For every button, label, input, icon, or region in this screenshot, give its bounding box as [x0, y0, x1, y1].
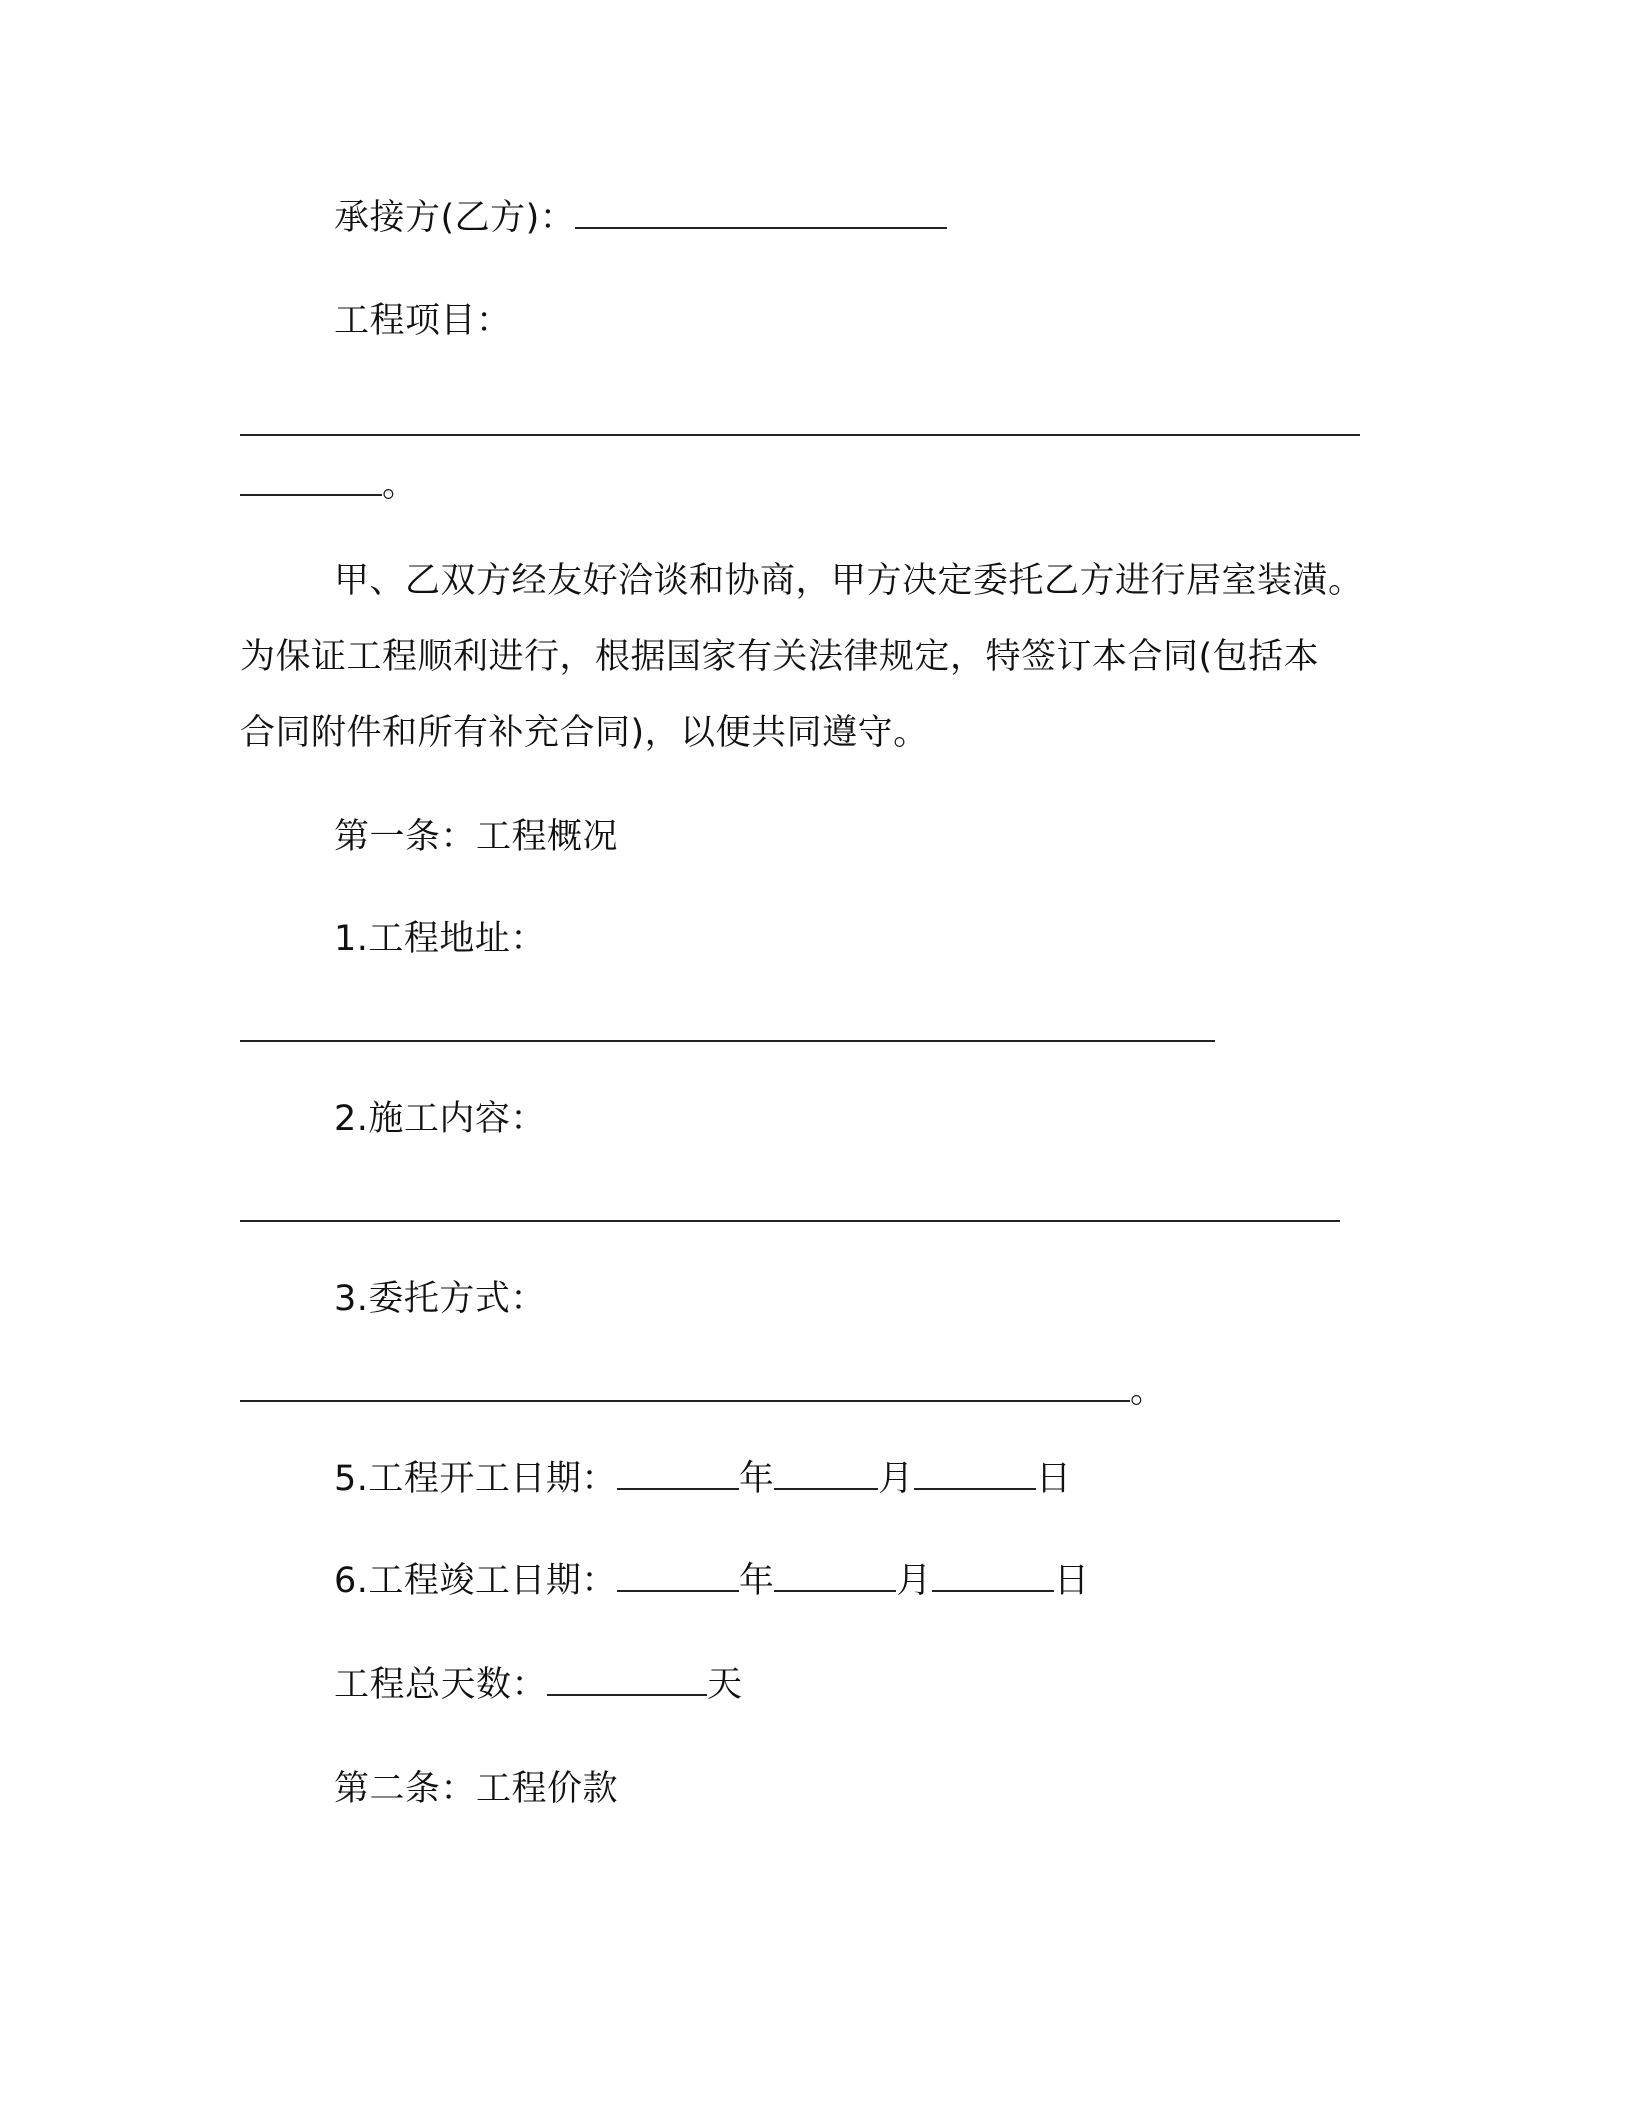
- address-blank: [240, 1010, 1215, 1042]
- project-label: 工程项目：: [334, 301, 512, 341]
- project-label-line: [334, 300, 512, 342]
- start-year-blank: [617, 1458, 739, 1490]
- project-blank-2: [240, 464, 382, 496]
- completion-date-label: 6.工程竣工日期：: [334, 1561, 617, 1601]
- completion-day-unit: 日: [1053, 1561, 1090, 1601]
- article1-heading: 第一条：工程概况: [334, 817, 619, 857]
- address-label-line: [334, 918, 546, 960]
- start-year-unit: 年: [738, 1459, 775, 1499]
- completion-month-unit: 月: [896, 1561, 932, 1601]
- project-end-mark: 。: [382, 465, 418, 505]
- start-day-unit: 日: [1035, 1459, 1072, 1499]
- content-label: 2.施工内容：: [334, 1099, 546, 1139]
- total-days-line: [334, 1664, 743, 1706]
- total-days-label: 工程总天数：: [334, 1665, 548, 1705]
- project-blank-line-1: [240, 404, 1360, 446]
- completion-month-blank: [774, 1560, 896, 1592]
- project-blank-line-2: [240, 464, 418, 506]
- mode-blank: [240, 1370, 1130, 1402]
- mode-label: 3.委托方式：: [334, 1279, 546, 1319]
- total-days-blank: [547, 1664, 707, 1696]
- mode-blank-line: [240, 1370, 1166, 1412]
- start-day-blank: [914, 1458, 1036, 1490]
- address-label: 1.工程地址：: [334, 919, 546, 959]
- contractor-blank: [575, 197, 947, 229]
- article2-heading: 第二条：工程价款: [334, 1769, 619, 1809]
- total-days-unit: 天: [707, 1665, 743, 1705]
- completion-date-line: [334, 1560, 1089, 1602]
- content-label-line: [334, 1098, 546, 1140]
- preamble-line-2: 为保证工程顺利进行，根据国家有关法律规定，特签订本合同(包括本: [240, 637, 1320, 677]
- mode-label-line: [334, 1278, 546, 1320]
- start-date-line: [334, 1458, 1071, 1500]
- contractor-label: 承接方(乙方)：: [334, 198, 576, 238]
- contractor-line: [334, 197, 947, 239]
- preamble-line-1: 甲、乙双方经友好洽谈和协商，甲方决定委托乙方进行居室装潢。: [334, 561, 1364, 601]
- start-date-label: 5.工程开工日期：: [334, 1459, 617, 1499]
- completion-day-blank: [932, 1560, 1054, 1592]
- content-blank: [240, 1190, 1340, 1222]
- preamble-line-3: 合同附件和所有补充合同)，以便共同遵守。: [240, 713, 929, 753]
- address-blank-line: [240, 1010, 1215, 1052]
- mode-end-mark: 。: [1130, 1371, 1166, 1411]
- start-month-blank: [774, 1458, 878, 1490]
- start-month-unit: 月: [878, 1459, 914, 1499]
- content-blank-line: [240, 1190, 1340, 1232]
- project-blank-1: [240, 404, 1360, 436]
- completion-year-blank: [617, 1560, 739, 1592]
- completion-year-unit: 年: [738, 1561, 775, 1601]
